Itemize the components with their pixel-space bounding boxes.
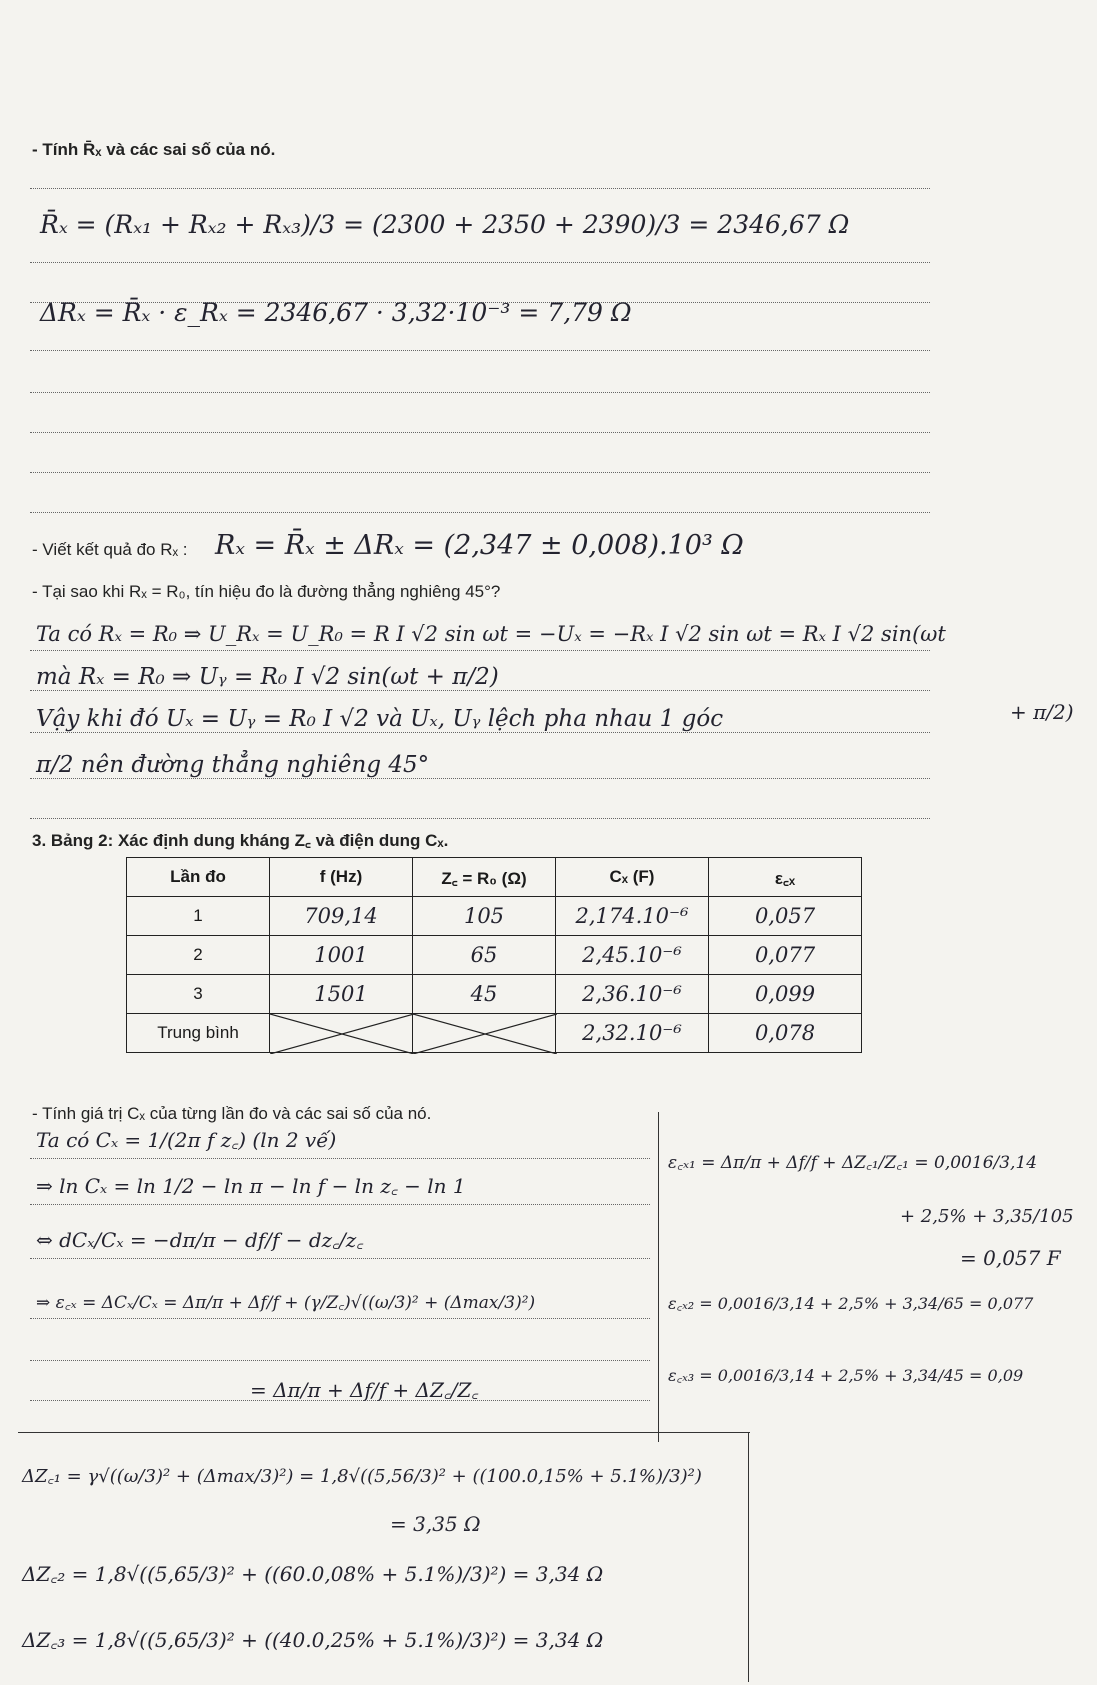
dz-line-1: ΔZ꜀₁ = γ√((ω/3)² + (Δmax/3)²) = 1,8√((5,56/3)² + ((100.0,15% + 5.1%)/3)²) xyxy=(22,1466,702,1487)
rx-mean-formula: R̄ₓ = (Rₓ₁ + Rₓ₂ + Rₓ₃)/3 = (2300 + 2350 + 2390)/3 = 2346,67 Ω xyxy=(40,210,850,239)
dotted-line xyxy=(30,1318,650,1319)
rx-result-value: Rₓ = R̄ₓ ± ΔRₓ = (2,347 ± 0,008).10³ Ω xyxy=(215,530,744,561)
cell-cx-average: 2,32.10⁻⁶ xyxy=(556,1014,709,1053)
table-row xyxy=(127,936,862,975)
cross-mark-icon xyxy=(270,1014,414,1054)
why-answer-line-3: Vậy khi đó Uₓ = Uᵧ = R₀ I √2 và Uₓ, Uᵧ lệch pha nhau 1 góc xyxy=(36,706,724,732)
capacitance-table xyxy=(126,857,862,1053)
dotted-line xyxy=(30,262,930,263)
cx-right-line-5: ε꜀ₓ₃ = 0,0016/3,14 + 2,5% + 3,34/45 = 0,09 xyxy=(668,1366,1024,1385)
cx-left-line-5: = Δπ/π + Δf/f + ΔZ꜀/Z꜀ xyxy=(250,1378,479,1402)
dotted-line xyxy=(30,1204,650,1205)
table-header-row xyxy=(127,858,862,897)
table-row-average xyxy=(127,1014,862,1053)
dotted-line xyxy=(30,650,930,651)
table-row xyxy=(127,975,862,1014)
dotted-line xyxy=(30,188,930,189)
cx-prompt: - Tính giá trị Cₓ của từng lần đo và các sai số của nó. xyxy=(32,1104,432,1123)
row-label: 2 xyxy=(127,936,270,975)
dotted-line xyxy=(30,690,930,691)
cell-zc: 65 xyxy=(413,936,556,975)
header-cx: Cₓ (F) xyxy=(556,858,709,897)
dz-line-3: ΔZ꜀₂ = 1,8√((5,65/3)² + ((60.0,08% + 5.1%)/3)²) = 3,34 Ω xyxy=(22,1562,604,1586)
dotted-line xyxy=(30,732,930,733)
cx-left-line-4: ⇒ ε꜀ₓ = ΔCₓ/Cₓ = Δπ/π + Δf/f + (γ/Z꜀)√((ω/3)² + (Δmax/3)²) xyxy=(36,1293,536,1313)
dotted-line xyxy=(30,512,930,513)
header-ecx: ε꜀ₓ xyxy=(709,858,862,897)
why-answer-line-2: mà Rₓ = R₀ ⇒ Uᵧ = R₀ I √2 sin(ωt + π/2) xyxy=(36,664,499,690)
cell-zc: 105 xyxy=(413,897,556,936)
cx-left-line-2: ⇒ ln Cₓ = ln 1/2 − ln π − ln f − ln z꜀ − ln 1 xyxy=(36,1174,466,1198)
why-answer-tail: + π/2) xyxy=(1010,700,1074,724)
header-frequency: f (Hz) xyxy=(270,858,413,897)
dotted-line xyxy=(30,432,930,433)
crossed-cell xyxy=(270,1014,413,1053)
cx-left-line-3: ⇔ dCₓ/Cₓ = −dπ/π − df/f − dz꜀/z꜀ xyxy=(36,1228,364,1252)
dz-line-4: ΔZ꜀₃ = 1,8√((5,65/3)² + ((40.0,25% + 5.1%)/3)²) = 3,34 Ω xyxy=(22,1628,604,1652)
cell-zc: 45 xyxy=(413,975,556,1014)
why-answer-line-4: π/2 nên đường thẳng nghiêng 45° xyxy=(36,752,430,778)
row-label-average: Trung bình xyxy=(127,1014,270,1053)
why-question: - Tại sao khi Rₓ = R₀, tín hiệu đo là đường thẳng nghiêng 45°? xyxy=(32,582,501,601)
cell-cx: 2,45.10⁻⁶ xyxy=(556,936,709,975)
header-zc: Z꜀ = R₀ (Ω) xyxy=(413,858,556,897)
header-lan-do: Lần đo xyxy=(127,858,270,897)
cx-right-line-4: ε꜀ₓ₂ = 0,0016/3,14 + 2,5% + 3,34/65 = 0,077 xyxy=(668,1294,1034,1313)
row-label: 3 xyxy=(127,975,270,1014)
rx-delta-formula: ΔRₓ = R̄ₓ · ε_Rₓ = 2346,67 · 3,32·10⁻³ = 7,79 Ω xyxy=(40,298,632,327)
rx-result-label: - Viết kết quả đo Rₓ : xyxy=(32,540,188,559)
cross-mark-icon xyxy=(413,1014,557,1054)
table-title: 3. Bảng 2: Xác định dung kháng Z꜀ và điện dung Cₓ. xyxy=(32,831,449,850)
dotted-line xyxy=(30,778,930,779)
dotted-line xyxy=(30,1258,650,1259)
cx-right-line-1: ε꜀ₓ₁ = Δπ/π + Δf/f + ΔZ꜀₁/Z꜀₁ = 0,0016/3,14 xyxy=(668,1153,1038,1173)
row-label: 1 xyxy=(127,897,270,936)
table-row xyxy=(127,897,862,936)
box-top-border xyxy=(18,1432,750,1433)
dotted-line xyxy=(30,1360,650,1361)
cx-right-line-3: = 0,057 F xyxy=(960,1246,1061,1270)
box-right-border xyxy=(748,1432,749,1682)
why-answer-line-1: Ta có Rₓ = R₀ ⇒ U_Rₓ = U_R₀ = R I √2 sin ωt = −Uₓ = −Rₓ I √2 sin ωt = Rₓ I √2 sin(ωt xyxy=(36,622,946,646)
cx-left-line-1: Ta có Cₓ = 1/(2π f z꜀) (ln 2 vế) xyxy=(36,1128,337,1152)
dotted-line xyxy=(30,392,930,393)
cell-ecx-average: 0,078 xyxy=(709,1014,862,1053)
cell-frequency: 709,14 xyxy=(270,897,413,936)
cell-cx: 2,36.10⁻⁶ xyxy=(556,975,709,1014)
cell-ecx: 0,057 xyxy=(709,897,862,936)
rx-prompt: - Tính R̄ₓ và các sai số của nó. xyxy=(32,140,276,159)
column-divider xyxy=(658,1112,659,1442)
cell-frequency: 1501 xyxy=(270,975,413,1014)
dotted-line xyxy=(30,472,930,473)
cell-ecx: 0,099 xyxy=(709,975,862,1014)
cell-cx: 2,174.10⁻⁶ xyxy=(556,897,709,936)
cx-right-line-2: + 2,5% + 3,35/105 xyxy=(900,1206,1074,1227)
dz-line-2: = 3,35 Ω xyxy=(390,1512,481,1536)
crossed-cell xyxy=(413,1014,556,1053)
cell-ecx: 0,077 xyxy=(709,936,862,975)
cell-frequency: 1001 xyxy=(270,936,413,975)
dotted-line xyxy=(30,350,930,351)
dotted-line xyxy=(30,818,930,819)
dotted-line xyxy=(30,1158,650,1159)
